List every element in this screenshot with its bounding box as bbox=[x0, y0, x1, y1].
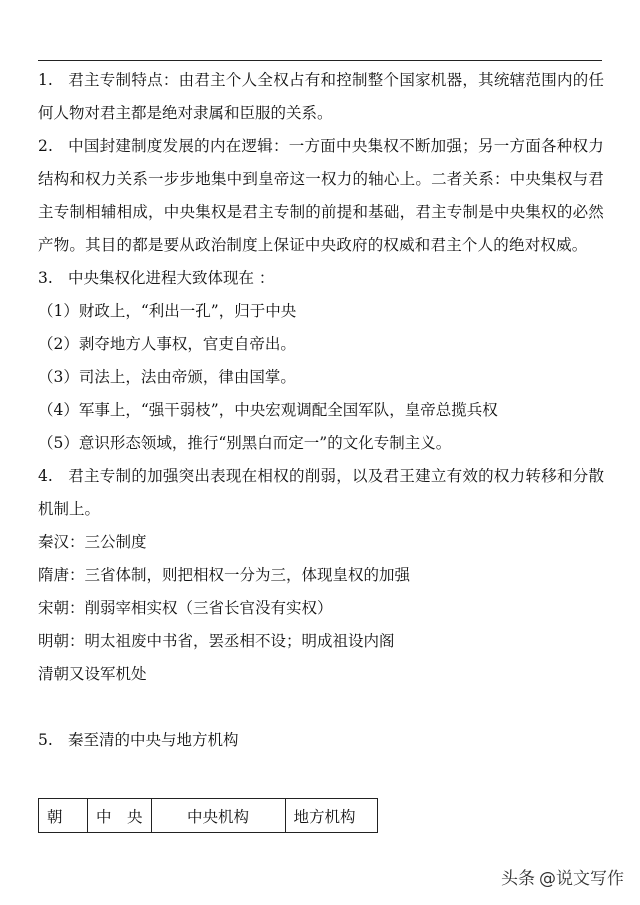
item-4-text: 君主专制的加强突出表现在相权的削弱，以及君王建立有效的权力转移和分散机制上。 bbox=[38, 467, 604, 518]
document-body bbox=[38, 64, 604, 757]
item-4-line-2: 隋唐：三省体制，则把相权一分为三，体现皇权的加强 bbox=[38, 566, 411, 584]
watermark-handle: @说文写作 bbox=[539, 869, 624, 889]
item-1 bbox=[38, 64, 604, 130]
item-4-line-1: 秦汉：三公制度 bbox=[38, 533, 147, 551]
item-1-text: 君主专制特点：由君主个人全权占有和控制整个国家机器，其统辖范围内的任何人物对君主都是绝对隶属和臣服的关系。 bbox=[38, 71, 604, 122]
item-3-sub-5: （5）意识形态领域，推行“别黑白而定一”的文化专制主义。 bbox=[38, 434, 452, 452]
organization-table bbox=[38, 798, 378, 833]
item-3-sub-4: （4）军事上，“强干弱枝”，中央宏观调配全国军队，皇帝总揽兵权 bbox=[38, 401, 498, 419]
top-rule bbox=[38, 60, 602, 61]
item-5 bbox=[38, 724, 604, 757]
item-3-sub-1: （1）财政上，“利出一孔”，归于中央 bbox=[38, 302, 297, 320]
item-4-number: 4. bbox=[38, 467, 53, 485]
item-3-text: 中央集权化进程大致体现在 ： bbox=[68, 269, 275, 287]
item-5-text: 秦至清的中央与地方机构 bbox=[68, 731, 239, 749]
item-4-line-4: 明朝：明太祖废中书省，罢丞相不设；明成祖设内阁 bbox=[38, 632, 395, 650]
item-3-number: 3. bbox=[38, 269, 53, 287]
table-header-central: 中 央 bbox=[88, 799, 152, 833]
item-2 bbox=[38, 130, 604, 262]
watermark bbox=[501, 864, 624, 889]
item-4-line-5: 清朝又设军机处 bbox=[38, 665, 147, 683]
item-2-number: 2. bbox=[38, 137, 54, 155]
watermark-prefix: 头条 bbox=[501, 869, 535, 889]
table-header-central-agencies: 中央机构 bbox=[151, 799, 285, 833]
item-4 bbox=[38, 460, 604, 526]
table-header-row bbox=[39, 799, 378, 833]
item-3 bbox=[38, 262, 604, 295]
item-4-line-3: 宋朝：削弱宰相实权（三省长官没有实权） bbox=[38, 599, 333, 617]
item-3-sub-3: （3）司法上，法由帝颁，律由国掌。 bbox=[38, 368, 296, 386]
item-1-number: 1. bbox=[38, 71, 53, 89]
item-2-text: 中国封建制度发展的内在逻辑：一方面中央集权不断加强；另一方面各种权力结构和权力关系一步步地集中到皇帝这一权力的轴心上。二者关系：中央集权与君主专制相辅相成，中央集权是君主专制的前提和基础，君主专制是中央集权的必然产物。其目的都是要从政治制度上保证中央政府的权威和君主个人的绝对权威。 bbox=[38, 137, 604, 254]
table-header-dynasty: 朝 bbox=[39, 799, 88, 833]
item-3-sub-2: （2）剥夺地方人事权，官吏自帝出。 bbox=[38, 335, 296, 353]
blank-line bbox=[38, 691, 604, 724]
item-5-number: 5. bbox=[38, 731, 53, 749]
table-header-local-agencies: 地方机构 bbox=[285, 799, 377, 833]
